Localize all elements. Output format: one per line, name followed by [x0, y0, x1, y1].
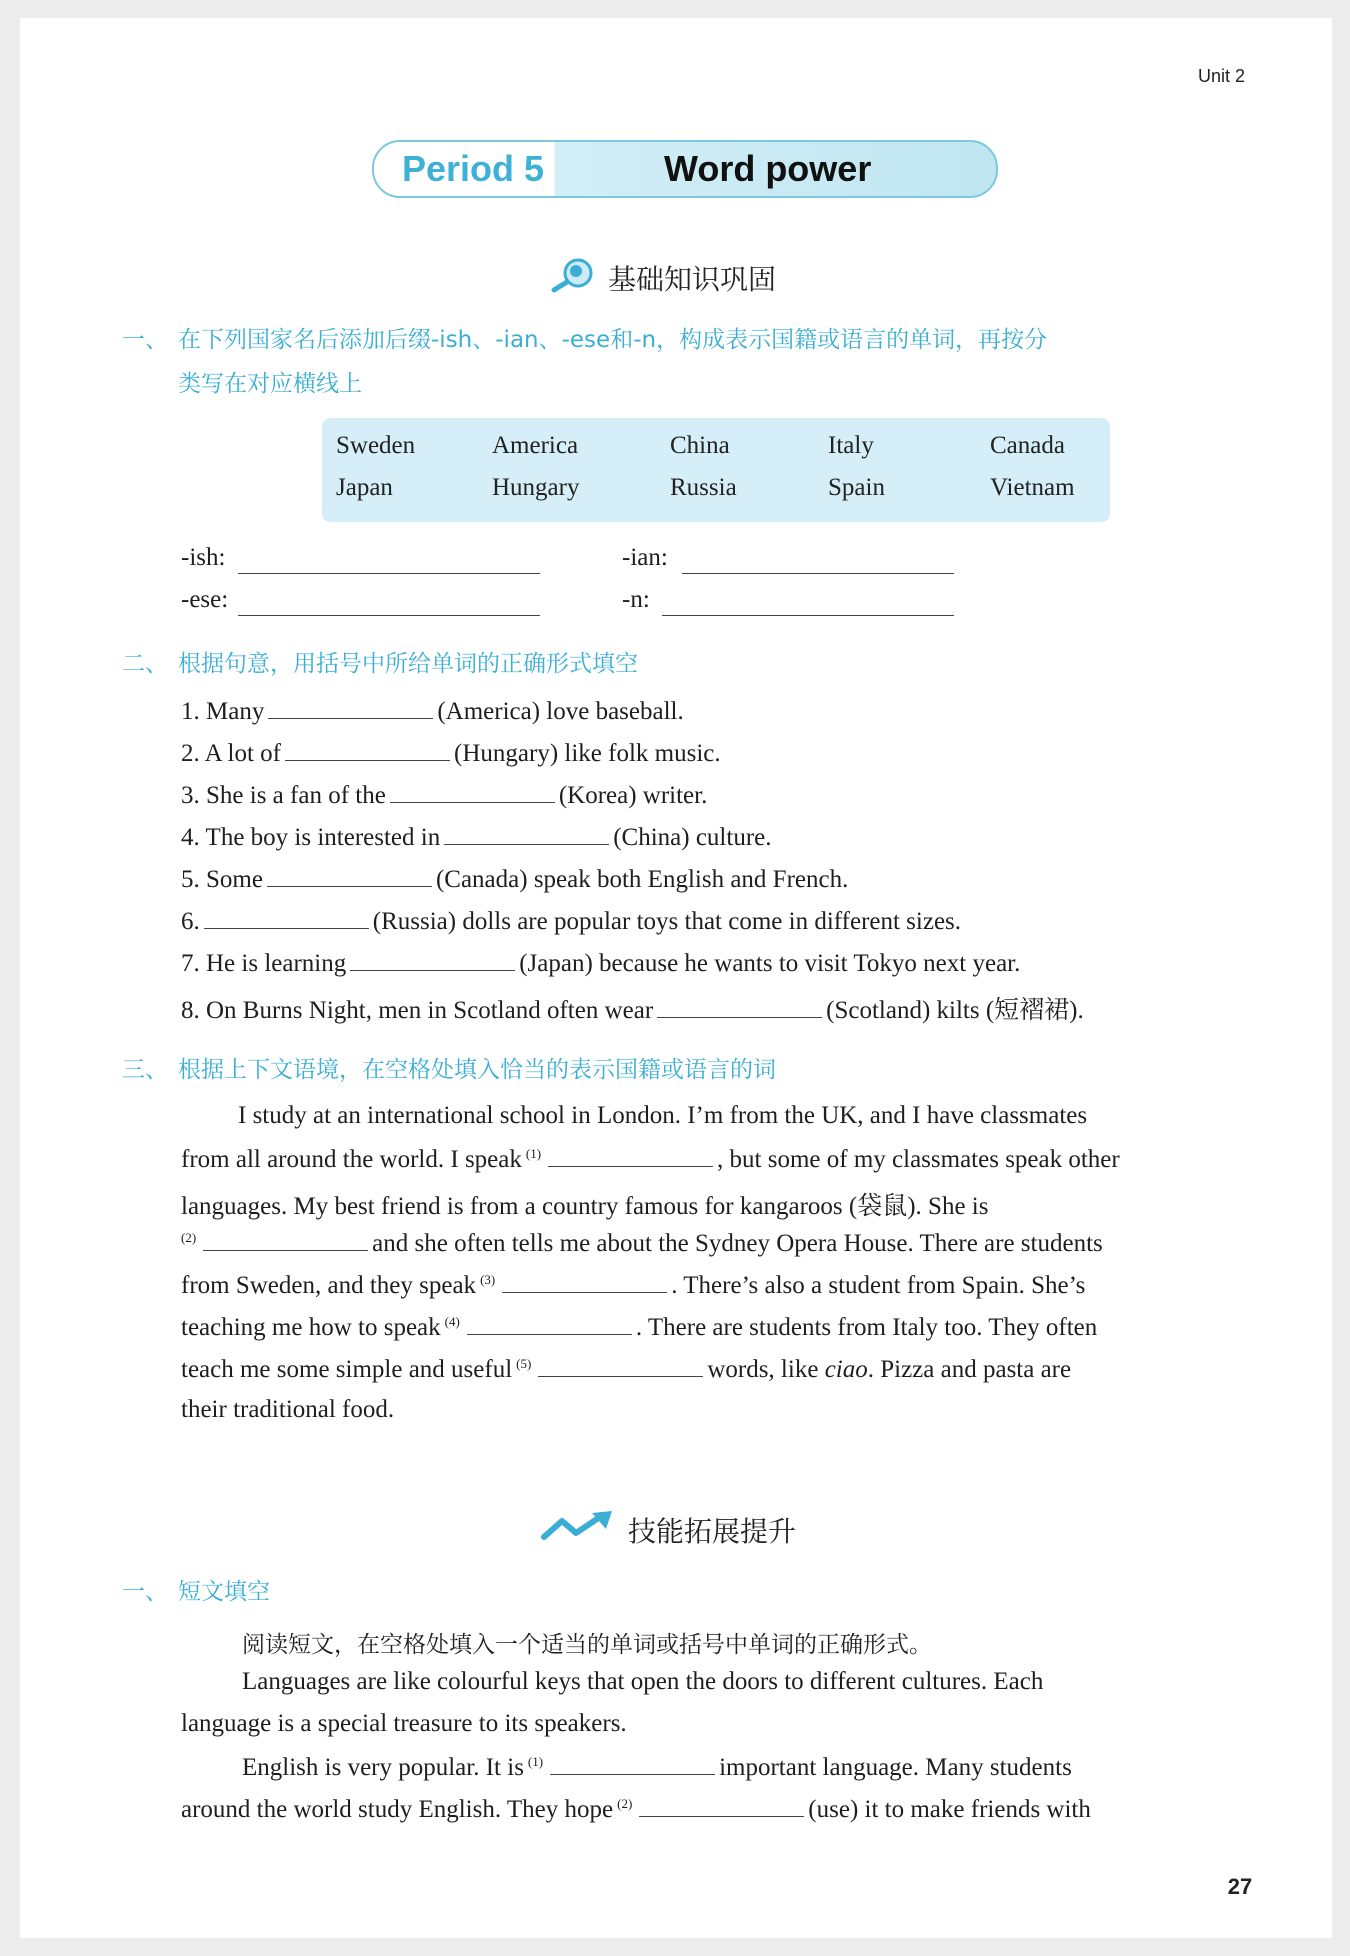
suffix-label-ese: -ese: — [181, 586, 229, 613]
answer-blank[interactable] — [657, 995, 822, 1018]
passage-line: their traditional food. — [181, 1396, 395, 1423]
passage-line: around the world study English. They hope $^{(2)}$ (use) it to make friends with — [181, 1795, 1091, 1823]
answer-blank[interactable] — [502, 1270, 667, 1293]
passage-line: teaching me how to speak $^{(4)}$ . There are students from Italy too. They often — [181, 1313, 1098, 1341]
answer-blank[interactable] — [203, 1228, 368, 1251]
sentence-item: 5. Some (Canada) speak both English and French. — [181, 866, 849, 893]
q3-number: 三、 — [122, 1057, 168, 1083]
q3-text: 根据上下文语境，在空格处填入恰当的表示国籍或语言的词 — [178, 1057, 776, 1083]
word-box — [322, 418, 1110, 522]
answer-blank[interactable] — [285, 738, 450, 761]
s2q1-text: 短文填空 — [178, 1579, 270, 1605]
word-item: Sweden — [336, 432, 416, 459]
s2q1-number: 一、 — [122, 1579, 168, 1605]
passage-line: from all around the world. I speak $^{(1)}$ , but some of my classmates speak other — [181, 1145, 1120, 1173]
answer-blank[interactable] — [548, 1144, 713, 1167]
passage-line: from Sweden, and they speak $^{(3)}$ . There’s also a student from Spain. She’s — [181, 1271, 1086, 1299]
blank-marker: (3) — [480, 1271, 496, 1287]
answer-blank[interactable] — [467, 1312, 632, 1335]
passage-line: Languages are like colourful keys that open the doors to different cultures. Each — [242, 1668, 1044, 1695]
passage-line: English is very popular. It is $^{(1)}$ important language. Many students — [242, 1753, 1072, 1781]
suffix-label-ian: -ian: — [622, 544, 668, 571]
sentence-item: 6. (Russia) dolls are popular toys that come in different sizes. — [181, 908, 962, 935]
blank-marker: (2) — [617, 1795, 633, 1811]
word-item: Hungary — [492, 474, 580, 501]
answer-blank[interactable] — [267, 864, 432, 887]
suffix-label-n: -n: — [622, 586, 650, 613]
sentence-item: 3. She is a fan of the (Korea) writer. — [181, 782, 708, 809]
instruction-text: 阅读短文，在空格处填入一个适当的单词或括号中单词的正确形式。 — [242, 1632, 932, 1658]
q2-number: 二、 — [122, 651, 168, 677]
word-item: Spain — [828, 474, 885, 501]
q3-heading — [122, 1048, 776, 1092]
page-number: 27 — [1218, 1874, 1262, 1904]
answer-blank[interactable] — [444, 822, 609, 845]
q1-text-line1: 在下列国家名后添加后缀-ish、-ian、-ese和-n，构成表示国籍或语言的单词，再按分 — [178, 327, 1048, 353]
answer-blank[interactable] — [350, 948, 515, 971]
period-number: Period 5 — [402, 148, 545, 189]
q2-heading — [122, 642, 638, 686]
passage-line: languages. My best friend is from a country famous for kangaroos (袋鼠). She is — [181, 1193, 989, 1220]
sentence-item: 8. On Burns Night, men in Scotland often wear (Scotland) kilts (短褶裙). — [181, 997, 1084, 1024]
unit-label: Unit 2 — [1198, 66, 1246, 86]
section-basic-title: 基础知识巩固 — [608, 263, 777, 296]
blank-marker: (1) — [527, 1753, 544, 1769]
sentence-item: 1. Many (America) love baseball. — [181, 698, 684, 725]
section-basic-heading — [550, 256, 776, 300]
section-skills-title: 技能拓展提升 — [628, 1515, 797, 1548]
answer-line-ian[interactable] — [682, 572, 954, 574]
blank-marker: (5) — [516, 1355, 532, 1371]
passage-line: teach me some simple and useful $^{(5)}$ words, like ciao. Pizza and pasta are — [181, 1355, 1072, 1383]
passage-line: I study at an international school in London. I’m from the UK, and I have classmates — [238, 1102, 1088, 1129]
answer-line-ese[interactable] — [238, 614, 540, 616]
answer-line-ish[interactable] — [238, 572, 540, 574]
period-title: Word power — [664, 148, 872, 189]
section-skills-heading — [540, 1508, 796, 1552]
word-item: Italy — [828, 432, 874, 459]
answer-blank[interactable] — [538, 1354, 703, 1377]
answer-line-n[interactable] — [662, 614, 954, 616]
answer-blank[interactable] — [204, 906, 369, 929]
sentence-item: 7. He is learning (Japan) because he wants to visit Tokyo next year. — [181, 950, 1021, 977]
answer-blank[interactable] — [268, 696, 433, 719]
q1-text-line2: 类写在对应横线上 — [178, 371, 362, 397]
magnifier-icon — [550, 257, 594, 300]
suffix-label-ish: -ish: — [181, 544, 226, 571]
sentence-item: 4. The boy is interested in (China) culture. — [181, 824, 772, 851]
word-item: Canada — [990, 432, 1065, 459]
trend-arrow-icon — [540, 1511, 614, 1550]
q1-heading — [122, 318, 1048, 397]
blank-marker: (4) — [444, 1313, 460, 1329]
passage-line: language is a special treasure to its speakers. — [181, 1710, 627, 1737]
word-item: China — [670, 432, 730, 459]
answer-blank[interactable] — [639, 1794, 804, 1817]
answer-blank[interactable] — [390, 780, 555, 803]
q1-number: 一、 — [122, 327, 168, 353]
word-item: America — [492, 432, 579, 459]
passage-line: $^{(2)}$ and she often tells me about the Sydney Opera House. There are students — [181, 1229, 1103, 1257]
q2-text: 根据句意，用括号中所给单词的正确形式填空 — [178, 651, 638, 677]
sentence-item: 2. A lot of (Hungary) like folk music. — [181, 740, 721, 767]
answer-blank[interactable] — [550, 1752, 715, 1775]
period-banner — [372, 140, 998, 198]
blank-marker: (2) — [181, 1229, 197, 1245]
word-item: Japan — [336, 474, 393, 501]
blank-marker: (1) — [525, 1145, 542, 1161]
word-item: Vietnam — [990, 474, 1075, 501]
s2q1-heading — [122, 1570, 270, 1614]
word-item: Russia — [670, 474, 737, 501]
